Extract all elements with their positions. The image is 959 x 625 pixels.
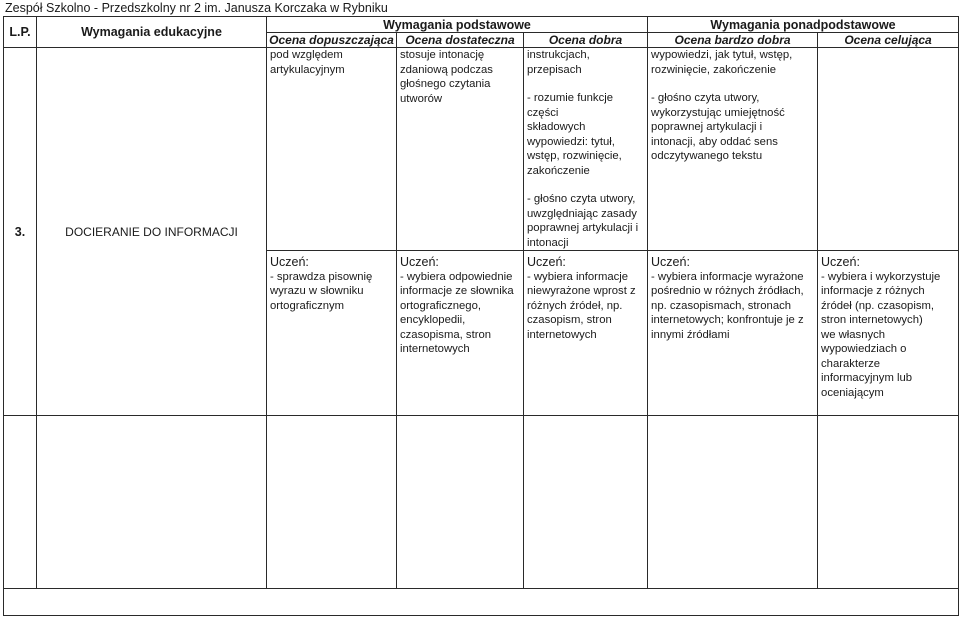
text-line: innymi źródłami — [651, 328, 730, 341]
text-line: ortograficznym — [270, 299, 345, 312]
text-line: poprawnej artykulacji i — [527, 222, 639, 234]
bottom-cell-bardzo-dobra — [648, 251, 818, 416]
top-cell-dopuszczajaca — [267, 48, 397, 251]
text-line: np. czasopismach, stronach — [651, 299, 792, 312]
empty-cell — [524, 416, 648, 589]
text-line: wypowiedzi, jak tytuł, wstęp, — [651, 49, 793, 61]
requirements-table — [3, 16, 959, 616]
text-line: wyrazu w słowniku — [270, 285, 364, 297]
document-title: Zespół Szkolno - Przedszkolny nr 2 im. Janusza Korczaka w Rybniku — [5, 1, 388, 15]
header-grade-dopuszczajaca: Ocena dopuszczająca — [267, 33, 397, 48]
text-line: pod względem — [270, 49, 343, 61]
text-line: ortograficznego, — [400, 299, 482, 312]
text-line: internetowych; konfrontuje je z — [651, 314, 804, 326]
bottom-cell-dobra — [524, 251, 648, 416]
student-label: Uczeń: — [821, 255, 860, 269]
text-line: intonacji, aby oddać sens — [651, 135, 778, 148]
text-line: - głośno czyta utwory, — [527, 193, 636, 205]
text-line: czasopism, stron — [527, 314, 612, 326]
text-line: źródeł (np. czasopism, — [821, 299, 935, 312]
text-line: utworów — [400, 92, 443, 105]
empty-cell — [818, 416, 959, 589]
text-line: - sprawdza pisownię — [270, 270, 373, 283]
header-requirements: Wymagania edukacyjne — [37, 17, 267, 48]
student-label: Uczeń: — [527, 255, 566, 269]
text-line: niewyrażone wprost z — [527, 285, 636, 297]
bottom-cell-dopuszczajaca — [267, 251, 397, 416]
top-cell-dobra — [524, 48, 648, 251]
text-line: informacyjnym lub — [821, 372, 913, 384]
text-line: - rozumie funkcje części — [527, 92, 614, 119]
student-label: Uczeń: — [400, 255, 439, 269]
text-line: artykulacyjnym — [270, 63, 345, 76]
text-line: internetowych — [400, 343, 470, 355]
text-line: odczytywanego tekstu — [651, 150, 763, 162]
text-line: - wybiera informacje — [527, 270, 629, 283]
text-line: pośrednio w różnych źródłach, — [651, 285, 804, 297]
text-line: składowych — [527, 121, 586, 133]
text-line: uwzględniając zasady — [527, 207, 637, 220]
empty-row — [4, 589, 959, 616]
top-cell-celujaca — [818, 48, 959, 251]
text-line: charakterze — [821, 357, 881, 370]
text-line: poprawnej artykulacji i — [651, 121, 763, 133]
student-label: Uczeń: — [651, 255, 690, 269]
top-cell-bardzo-dobra — [648, 48, 818, 251]
text-line: wstęp, rozwinięcie, — [527, 150, 622, 162]
text-line: różnych źródeł, np. — [527, 299, 623, 312]
text-line: - głośno czyta utwory, — [651, 92, 760, 104]
text-line: rozwinięcie, zakończenie — [651, 63, 776, 76]
empty-cell — [37, 416, 267, 589]
header-grade-celujaca: Ocena celująca — [818, 33, 959, 48]
text-line: intonacji — [527, 236, 569, 249]
header-basic: Wymagania podstawowe — [267, 17, 648, 33]
empty-cell — [4, 416, 37, 589]
text-line: informacje z różnych — [821, 285, 925, 297]
text-line: we własnych — [821, 328, 886, 341]
header-advanced: Wymagania ponadpodstawowe — [648, 17, 959, 33]
text-line: zdaniową podczas — [400, 63, 493, 76]
header-grade-dostateczna: Ocena dostateczna — [397, 33, 524, 48]
text-line — [527, 178, 644, 192]
empty-cell — [397, 416, 524, 589]
text-line: stron internetowych) — [821, 314, 923, 326]
text-line: internetowych — [527, 328, 597, 341]
text-line — [527, 77, 644, 91]
text-line: zakończenie — [527, 164, 590, 177]
header-grade-dobra: Ocena dobra — [524, 33, 648, 48]
area-name: DOCIERANIE DO INFORMACJI — [37, 48, 267, 416]
bottom-cell-celujaca — [818, 251, 959, 416]
empty-cell — [267, 416, 397, 589]
text-line: - wybiera odpowiednie — [400, 270, 513, 283]
text-line: oceniającym — [821, 386, 884, 399]
text-line: wypowiedzi: tytuł, — [527, 135, 615, 148]
text-line: instrukcjach, przepisach — [527, 49, 590, 76]
text-line: - wybiera i wykorzystuje — [821, 270, 941, 283]
row-number: 3. — [4, 48, 37, 416]
text-line: encyklopedii, — [400, 314, 466, 326]
student-label: Uczeń: — [270, 255, 309, 269]
text-line: - wybiera informacje wyrażone — [651, 270, 804, 283]
text-line: stosuje intonację — [400, 49, 485, 61]
top-cell-dostateczna — [397, 48, 524, 251]
text-line: czasopisma, stron — [400, 328, 492, 341]
text-line: informacje ze słownika — [400, 285, 514, 297]
text-line: wypowiedziach o — [821, 343, 907, 355]
header-grade-bardzo-dobra: Ocena bardzo dobra — [648, 33, 818, 48]
text-line — [651, 77, 814, 91]
bottom-cell-dostateczna — [397, 251, 524, 416]
header-lp: L.P. — [4, 17, 37, 48]
text-line: wykorzystując umiejętność — [651, 106, 785, 119]
empty-cell — [648, 416, 818, 589]
text-line: głośnego czytania — [400, 78, 491, 90]
